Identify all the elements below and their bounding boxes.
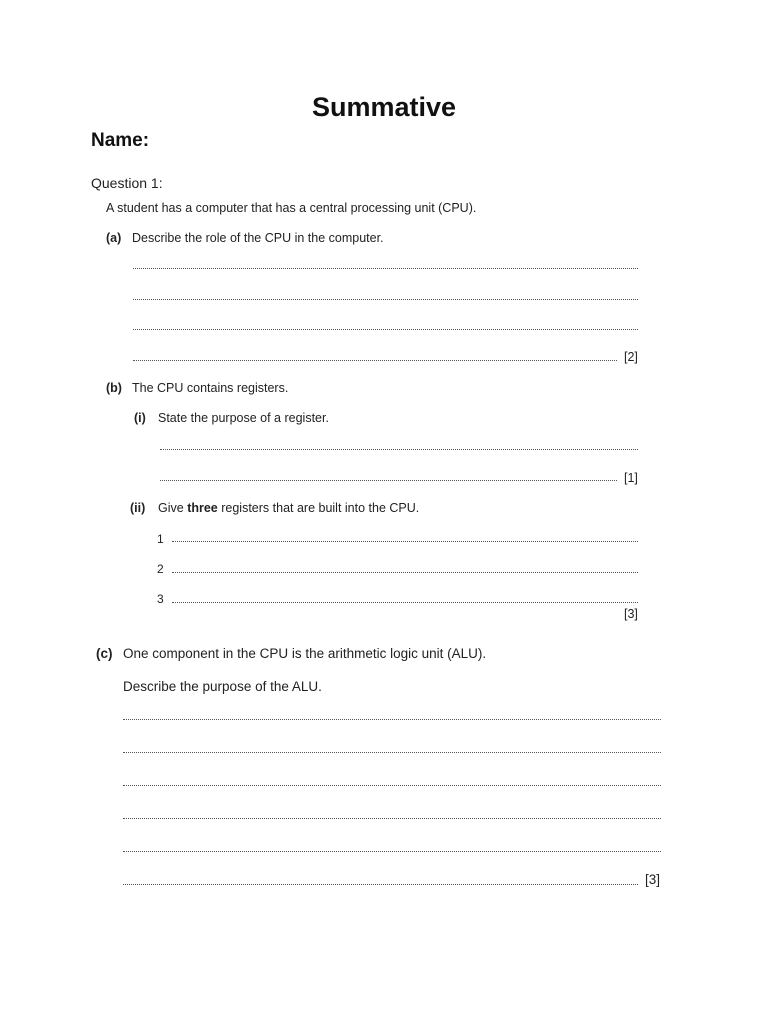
part-c-prompt: Describe the purpose of the ALU.	[123, 679, 322, 694]
part-c-label: (c)	[96, 646, 113, 661]
part-b-ii-mark: [3]	[624, 607, 638, 621]
register-answer-line-1[interactable]	[172, 541, 638, 542]
part-b-i-answer-line-2[interactable]	[160, 480, 617, 481]
part-b-i-mark: [1]	[624, 471, 638, 485]
part-a-answer-line-1[interactable]	[133, 268, 638, 269]
part-c-text: One component in the CPU is the arithmetic logic unit (ALU).	[123, 646, 487, 661]
register-number-2: 2	[157, 562, 164, 576]
part-b-ii-text	[158, 501, 419, 515]
part-a-answer-line-4[interactable]	[133, 360, 617, 361]
part-c-mark: [3]	[645, 872, 661, 887]
name-label: Name:	[91, 130, 150, 151]
part-b-i-label: (i)	[134, 411, 146, 425]
part-b-ii-text-after: registers that are built into the CPU.	[217, 501, 420, 515]
part-c-answer-line-6[interactable]	[123, 884, 638, 885]
register-answer-line-3[interactable]	[172, 602, 638, 603]
part-c-answer-line-5[interactable]	[123, 851, 661, 852]
question-intro: A student has a computer that has a central processing unit (CPU).	[106, 201, 477, 215]
part-a-answer-line-3[interactable]	[133, 329, 638, 330]
part-c-answer-line-2[interactable]	[123, 752, 661, 753]
part-b-ii-text-before: Give	[158, 501, 188, 515]
part-b-label: (b)	[106, 381, 122, 395]
part-b-text: The CPU contains registers.	[132, 381, 289, 395]
part-b-ii-text-bold: three	[187, 501, 218, 515]
part-b-i-answer-line-1[interactable]	[160, 449, 638, 450]
register-answer-line-2[interactable]	[172, 572, 638, 573]
part-c-answer-line-1[interactable]	[123, 719, 661, 720]
question-heading: Question 1:	[91, 175, 163, 191]
part-b-i-text: State the purpose of a register.	[158, 411, 329, 425]
register-number-1: 1	[157, 532, 164, 546]
part-c-answer-line-4[interactable]	[123, 818, 661, 819]
part-b-ii-label: (ii)	[130, 501, 146, 515]
register-number-3: 3	[157, 592, 164, 606]
part-c-answer-line-3[interactable]	[123, 785, 661, 786]
part-a-answer-line-2[interactable]	[133, 299, 638, 300]
part-a-label: (a)	[106, 231, 122, 245]
part-a-mark: [2]	[624, 350, 638, 364]
part-a-text: Describe the role of the CPU in the computer.	[132, 231, 384, 245]
page-title: Summative	[311, 92, 457, 122]
